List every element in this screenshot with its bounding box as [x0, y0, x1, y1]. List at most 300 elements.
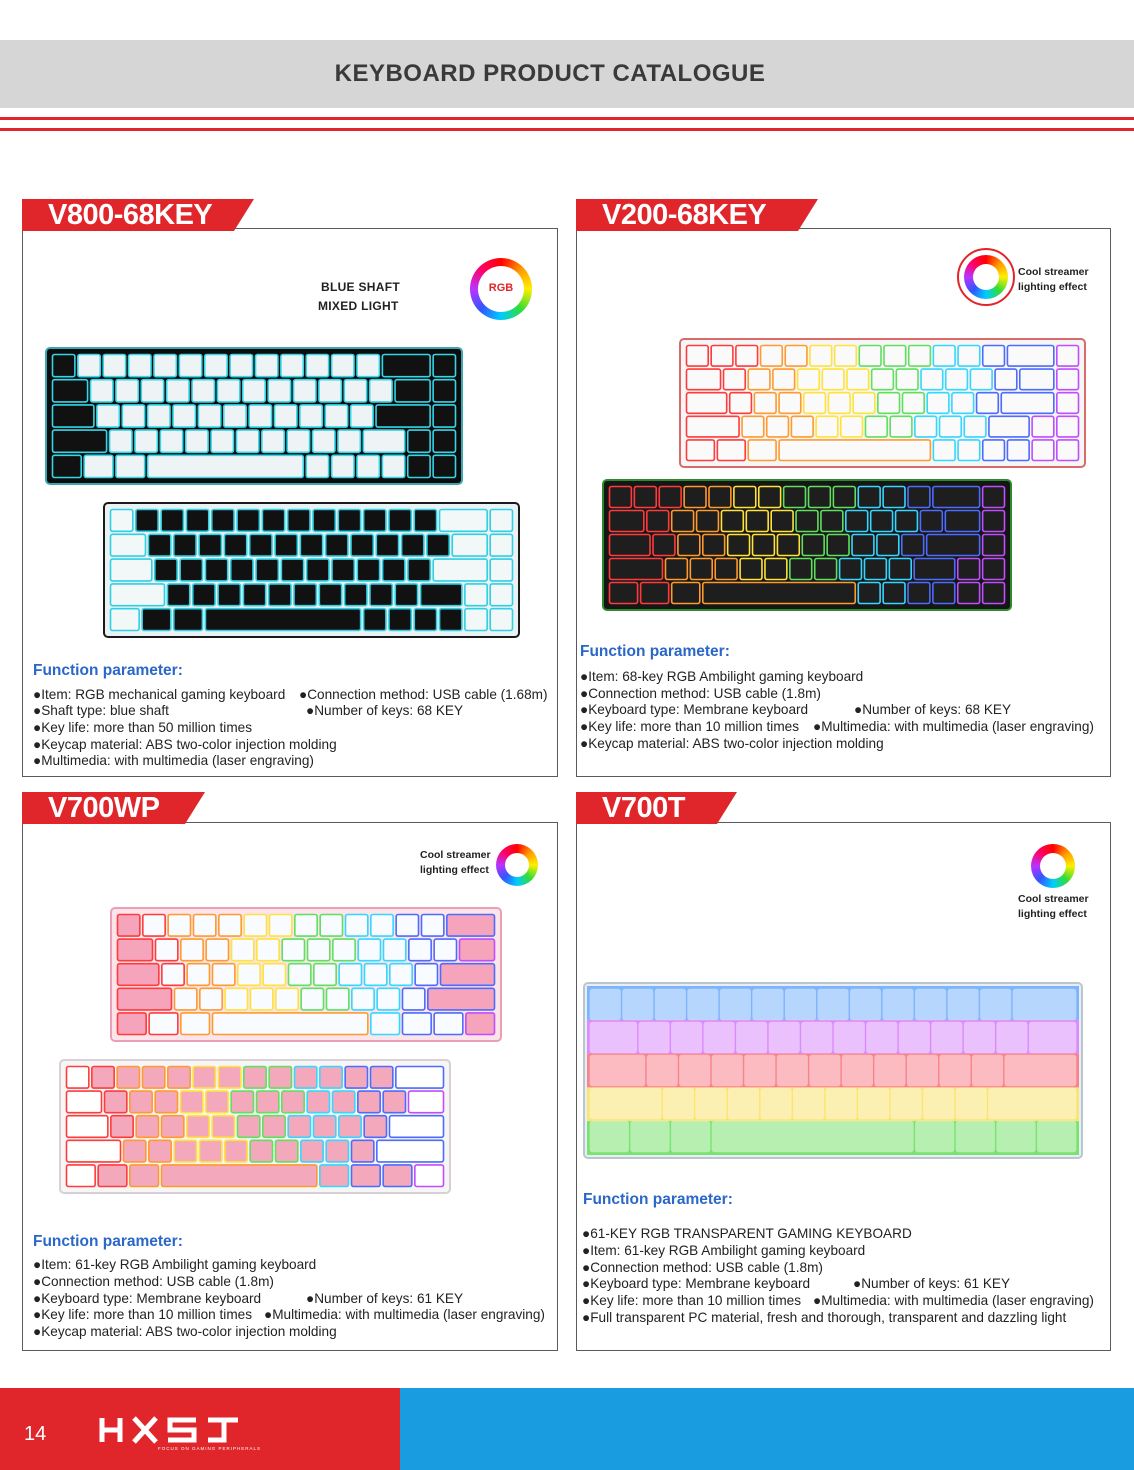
keycap [238, 964, 260, 986]
keycap [148, 455, 304, 477]
keycap [841, 416, 863, 437]
keycap [790, 559, 812, 580]
keycap [822, 369, 844, 390]
keycap [136, 510, 158, 532]
keycap [390, 964, 412, 986]
keycap [67, 1165, 96, 1187]
keycap [647, 511, 669, 532]
keycap [364, 609, 386, 631]
keycap [186, 510, 208, 532]
keycap [187, 1116, 209, 1138]
keycap [871, 511, 893, 532]
keycap [687, 393, 727, 414]
keycap [759, 487, 781, 508]
keycap [796, 511, 818, 532]
keycap [409, 939, 431, 961]
model-tab-v700t [576, 792, 717, 824]
keycap [983, 440, 1005, 461]
keycap [902, 535, 924, 556]
param-material: ●Full transparent PC material, fresh and thorough, transparent and dazzling light [582, 1310, 1067, 1325]
brand-tagline: FOCUS ON GAMING PERIPHERALS [158, 1446, 262, 1451]
keycap [211, 430, 233, 452]
keycap [345, 1067, 367, 1089]
param-keys: ●Number of keys: 68 KEY [306, 703, 464, 718]
keycap [371, 1067, 393, 1089]
keycap [883, 583, 905, 604]
keyboard-image-v800-black [45, 347, 463, 485]
keycap [634, 487, 656, 508]
keycap [53, 455, 82, 477]
param-title: Function parameter: [583, 1191, 733, 1208]
keycap [358, 939, 380, 961]
keycap [326, 1140, 348, 1162]
param-connection: ●Connection method: USB cable (1.68m) [299, 687, 548, 702]
param-multimedia: ●Multimedia: with multimedia (laser engraving) [33, 753, 314, 768]
keycap [313, 510, 335, 532]
keycap [395, 380, 430, 402]
keycap [688, 990, 718, 1020]
effect-label-2: lighting effect [1018, 908, 1087, 920]
keycap [111, 609, 140, 631]
keycap [703, 535, 725, 556]
keycap [983, 583, 1005, 604]
keycap [875, 1056, 905, 1086]
keycap [287, 430, 309, 452]
keycap [174, 1140, 196, 1162]
keycap [174, 534, 196, 556]
keycap [295, 915, 317, 937]
keycap [205, 355, 227, 377]
param-title: Function parameter: [33, 1233, 183, 1250]
keycap [232, 939, 254, 961]
keycap [181, 1013, 210, 1035]
keycap [295, 1067, 317, 1089]
keycap [370, 584, 392, 606]
keycap [434, 1013, 463, 1035]
keycap [952, 393, 974, 414]
keycap [433, 380, 455, 402]
keycap [371, 915, 393, 937]
param-keycap: ●Keycap material: ABS two-color injection molding [33, 737, 337, 752]
keycap [389, 510, 411, 532]
keycap [281, 559, 303, 581]
keycap [408, 430, 430, 452]
keycap [591, 1056, 645, 1086]
keycap [465, 609, 487, 631]
keycap [200, 988, 222, 1010]
keycap [591, 1023, 637, 1053]
keycap [396, 915, 418, 937]
keycap [250, 534, 272, 556]
keycap [224, 534, 246, 556]
keycap [206, 939, 228, 961]
keycap [428, 988, 495, 1010]
keycap [300, 405, 322, 427]
keycap [357, 355, 379, 377]
keycap [352, 1140, 374, 1162]
keycap [816, 416, 838, 437]
keycap [53, 405, 94, 427]
keycap [490, 534, 512, 556]
keycap [308, 939, 330, 961]
keycap [684, 487, 706, 508]
keycap [110, 430, 132, 452]
keycap [300, 534, 322, 556]
keycap [371, 1013, 400, 1035]
keycap [194, 915, 216, 937]
keycap [408, 455, 430, 477]
keycap [786, 990, 816, 1020]
keycap [213, 1013, 368, 1035]
keycap [97, 405, 119, 427]
keycap [933, 346, 955, 367]
light-label: MIXED LIGHT [318, 299, 399, 313]
keycap [357, 559, 379, 581]
param-multimedia: ●Multimedia: with multimedia (laser engraving) [813, 719, 1094, 734]
keycap [865, 416, 887, 437]
keycap [859, 1089, 889, 1119]
keycap [769, 1023, 799, 1053]
keycap [1007, 440, 1029, 461]
keycap [53, 430, 107, 452]
keycap [591, 1089, 661, 1119]
keycap [785, 346, 807, 367]
rgb-badge: RGB [488, 282, 514, 294]
keycap [867, 1023, 897, 1053]
keycap [351, 534, 373, 556]
keycap [193, 584, 215, 606]
keycap [653, 535, 675, 556]
model-name: V200-68KEY [602, 199, 767, 231]
keycap [948, 990, 978, 1020]
keycap [243, 584, 265, 606]
keycap [332, 455, 354, 477]
keycap [927, 535, 980, 556]
keycap [724, 369, 746, 390]
keycap [779, 393, 801, 414]
keycap [256, 559, 278, 581]
keycap [773, 369, 795, 390]
keycap [440, 510, 488, 532]
keyboard-image-v700t-transparent [583, 982, 1083, 1159]
model-tab-v800 [22, 199, 234, 231]
keycap [257, 939, 279, 961]
keycap [924, 1089, 954, 1119]
keycap [269, 1067, 291, 1089]
keycap [921, 369, 943, 390]
keycap [687, 369, 721, 390]
keycap [433, 405, 455, 427]
keycap [730, 393, 752, 414]
keycap [610, 487, 632, 508]
keycap [105, 1091, 127, 1113]
effect-label-2: lighting effect [1018, 281, 1087, 293]
param-connection: ●Connection method: USB cable (1.8m) [33, 1274, 274, 1289]
keycap [149, 1140, 171, 1162]
keycap [167, 380, 189, 402]
keycap [672, 1122, 710, 1152]
keycap [262, 510, 284, 532]
keycap [168, 915, 190, 937]
keycap [231, 1091, 253, 1113]
keycap [983, 559, 1005, 580]
keycap [275, 534, 297, 556]
keycap [103, 355, 125, 377]
keycap [828, 393, 850, 414]
keycap [116, 380, 138, 402]
keycap [130, 1091, 152, 1113]
keycap [433, 430, 455, 452]
keycap [376, 534, 398, 556]
keycap [376, 405, 430, 427]
keycap [212, 510, 234, 532]
param-headline: ●61-KEY RGB TRANSPARENT GAMING KEYBOARD [582, 1226, 912, 1241]
keycap [851, 990, 881, 1020]
param-type: ●Keyboard type: Membrane keyboard [580, 702, 809, 717]
keycap [717, 440, 745, 461]
keycap [664, 1089, 694, 1119]
model-name: V800-68KEY [48, 199, 213, 231]
keycap [320, 1165, 349, 1187]
keycap [794, 1089, 824, 1119]
keycap [753, 990, 783, 1020]
keycap [647, 1056, 677, 1086]
keycap [78, 355, 100, 377]
header-rule-bottom [0, 128, 1134, 131]
keycap [490, 609, 512, 631]
keycap [92, 1067, 114, 1089]
keycap [414, 510, 436, 532]
keycap [346, 915, 368, 937]
keycap [243, 380, 265, 402]
keycap [933, 440, 955, 461]
param-life: ●Key life: more than 10 million times [582, 1293, 802, 1308]
keycap [427, 534, 449, 556]
keycap [997, 1023, 1027, 1053]
keycap [383, 1091, 405, 1113]
keycap [415, 964, 437, 986]
keycap [852, 535, 874, 556]
keycap [927, 393, 949, 414]
keycap [818, 990, 848, 1020]
keycap [332, 559, 354, 581]
keycap [490, 510, 512, 532]
keycap [778, 1056, 808, 1086]
keycap [319, 584, 341, 606]
keycap [67, 1140, 121, 1162]
keycap [403, 988, 425, 1010]
keycap [746, 511, 768, 532]
keycap [136, 1116, 158, 1138]
keycap [1057, 393, 1079, 414]
param-type: ●Keyboard type: Membrane keyboard [582, 1276, 811, 1291]
keycap [149, 1013, 178, 1035]
keycap [180, 559, 202, 581]
param-multimedia: ●Multimedia: with multimedia (laser engraving) [264, 1307, 545, 1322]
param-title: Function parameter: [33, 662, 183, 679]
keycap [377, 1140, 444, 1162]
keycap [981, 990, 1011, 1020]
keycap [858, 487, 880, 508]
keycap [920, 511, 942, 532]
param-keycap: ●Keycap material: ABS two-color injection molding [33, 1324, 337, 1339]
keycap [192, 380, 214, 402]
keycap [409, 1091, 444, 1113]
keycap [199, 534, 221, 556]
keycap [249, 405, 271, 427]
keycap [690, 559, 712, 580]
keycap [753, 535, 775, 556]
keycap [964, 416, 986, 437]
param-item: ●Item: 61-key RGB Ambilight gaming keyboard [33, 1257, 317, 1272]
keycap [408, 559, 430, 581]
keycap [198, 405, 220, 427]
keycap [269, 584, 291, 606]
keycap [687, 346, 709, 367]
keycap [154, 355, 176, 377]
keycap [452, 534, 487, 556]
keycap [225, 988, 247, 1010]
keycap [748, 440, 776, 461]
page-number: 14 [24, 1423, 47, 1445]
keycap [200, 1140, 222, 1162]
keycap [270, 915, 292, 937]
keycap [1057, 416, 1079, 437]
keycap [262, 430, 284, 452]
keycap [835, 1023, 865, 1053]
param-item: ●Item: 61-key RGB Ambilight gaming keyboard [582, 1243, 866, 1258]
keycap [288, 1116, 310, 1138]
keycap [301, 988, 323, 1010]
keycap [364, 1116, 386, 1138]
keycap [908, 583, 930, 604]
keycap [250, 1140, 272, 1162]
keycap [268, 380, 290, 402]
keycap [740, 559, 762, 580]
keycap [257, 1091, 279, 1113]
model-name: V700WP [48, 792, 160, 824]
keycap [858, 583, 880, 604]
keycap [390, 1116, 444, 1138]
keycap [129, 355, 151, 377]
keycap [282, 939, 304, 961]
keycap [859, 346, 881, 367]
keycap [383, 559, 405, 581]
keycap [884, 346, 906, 367]
keycap [932, 1023, 962, 1053]
keycap [440, 609, 462, 631]
keycap [370, 380, 392, 402]
keycap [777, 535, 799, 556]
keycap [91, 380, 113, 402]
keycap [339, 1116, 361, 1138]
keyboard-image-v200-white [679, 338, 1086, 468]
keycap [251, 988, 273, 1010]
param-keys: ●Number of keys: 68 KEY [854, 702, 1012, 717]
keycap [610, 559, 663, 580]
keycap [623, 990, 653, 1020]
keycap [67, 1116, 108, 1138]
keycap [383, 1165, 412, 1187]
keyboard-image-v200-black [602, 479, 1012, 611]
keycap [940, 416, 962, 437]
keycap [433, 559, 487, 581]
keycap [610, 535, 651, 556]
keycap [958, 583, 980, 604]
keycap [384, 939, 406, 961]
keycap [118, 915, 140, 937]
keycap [225, 1140, 247, 1162]
keycap [890, 416, 912, 437]
keycap [977, 393, 999, 414]
keycap [219, 1067, 241, 1089]
keycap [175, 988, 197, 1010]
keycap [745, 1056, 775, 1086]
keycap [130, 1165, 159, 1187]
keycap [672, 511, 694, 532]
keycap [365, 964, 387, 986]
keycap [263, 964, 285, 986]
keycap [697, 511, 719, 532]
keycap [989, 1089, 1075, 1119]
keycap [179, 355, 201, 377]
keycap [141, 380, 163, 402]
keycap [338, 510, 360, 532]
keycap [84, 455, 113, 477]
keycap [327, 988, 349, 1010]
keycap [891, 1089, 921, 1119]
keycap [1032, 416, 1054, 437]
keycap [294, 584, 316, 606]
keycap [709, 487, 731, 508]
footer-blue-band [400, 1388, 1134, 1470]
keycap [672, 1023, 702, 1053]
keycap [433, 455, 455, 477]
keycap [1007, 346, 1053, 367]
keycap [878, 393, 900, 414]
page-title: KEYBOARD PRODUCT CATALOGUE [334, 60, 766, 87]
keycap [864, 559, 886, 580]
param-multimedia: ●Multimedia: with multimedia (laser engraving) [813, 1293, 1094, 1308]
keycap [143, 1067, 165, 1089]
keycap [748, 369, 770, 390]
keycap [915, 416, 937, 437]
keycap [345, 584, 367, 606]
param-keycap: ●Keycap material: ABS two-color injection molding [580, 736, 884, 751]
keycap [111, 584, 165, 606]
keycap [181, 939, 203, 961]
keycap [117, 1067, 139, 1089]
keyboard-image-v800-white [103, 502, 520, 638]
keycap [352, 1165, 381, 1187]
keycap [186, 430, 208, 452]
keycap [610, 583, 638, 604]
keycap [288, 510, 310, 532]
keycap [639, 1023, 669, 1053]
keycap [1057, 440, 1079, 461]
keycap [983, 535, 1005, 556]
keycap [826, 1089, 856, 1119]
keycap [983, 346, 1005, 367]
keycap [275, 405, 297, 427]
keycap [784, 487, 806, 508]
keycap [111, 559, 152, 581]
keycap [909, 346, 931, 367]
keycap [933, 583, 955, 604]
keycap [289, 964, 311, 986]
keycap [187, 964, 209, 986]
keycap [721, 990, 751, 1020]
